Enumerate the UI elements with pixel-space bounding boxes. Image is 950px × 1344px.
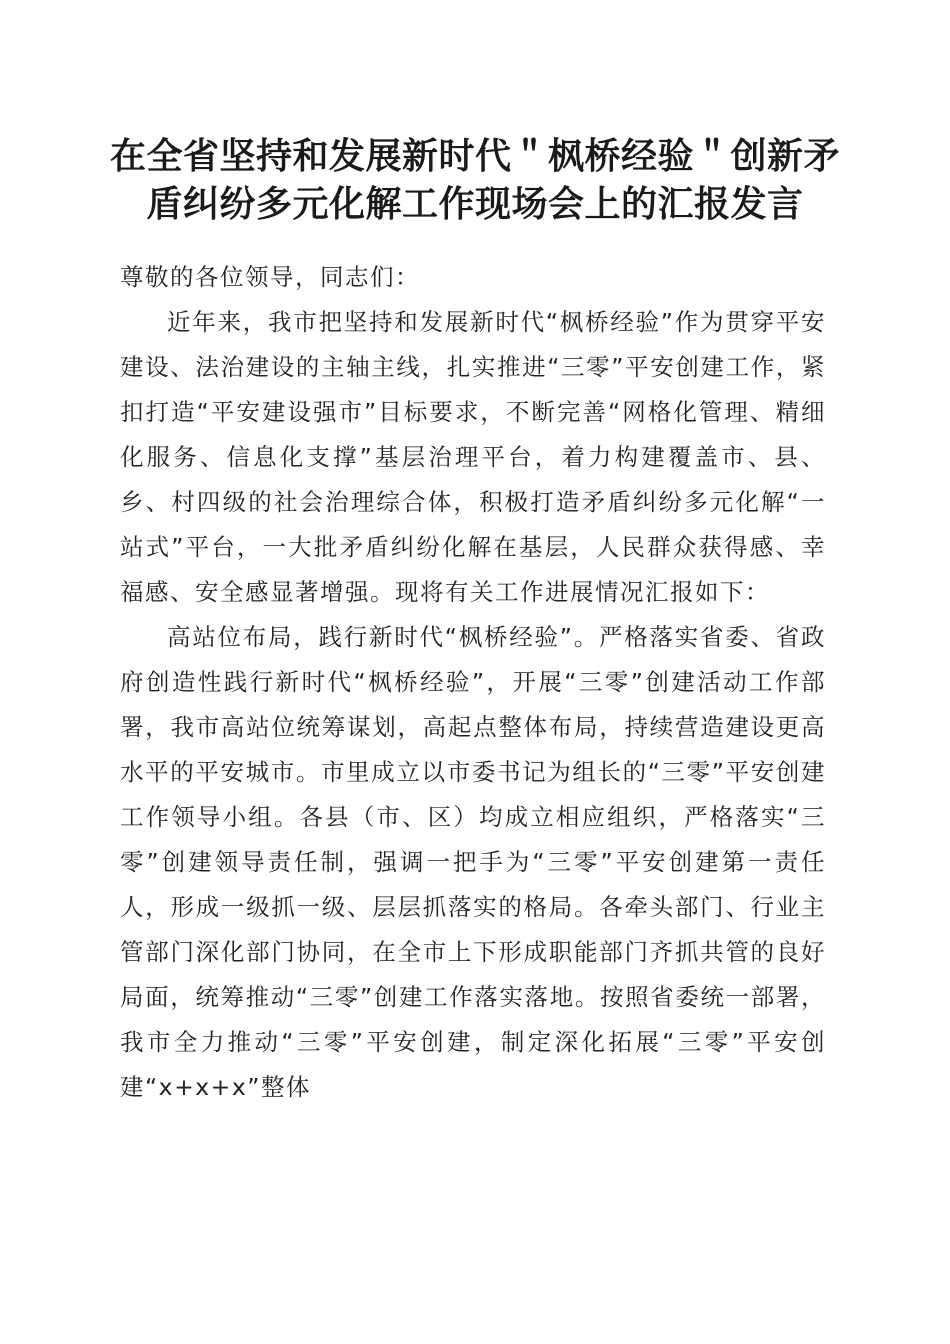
salutation: 尊敬的各位领导，同志们：	[120, 263, 420, 291]
paragraph-high-position: 高站位布局，践行新时代“枫桥经验”。严格落实省委、省政府创造性践行新时代“枫桥经验”，开展“三零”创建活动工作部署，我市高站位统筹谋划，高起点整体布局，持续营造建设更高水平的平安城市。市里成立以市委书记为组长的“三零”平安创建工作领导小组。各县（市、区）均成立相应组织，严格落实“三零”创建领导责任制，强调一把手为“三零”平安创建第一责任人，形成一级抓一级、层层抓落实的格局。各牵头部门、行业主管部门深化部门协同，在全市上下形成职能部门齐抓共管的良好局面，统筹推动“三零”创建工作落实落地。按照省委统一部署，我市全力推动“三零”平安创建，制定深化拓展“三零”平安创建“x+x+x”整体	[120, 623, 826, 1101]
paragraph-intro: 近年来，我市把坚持和发展新时代“枫桥经验”作为贯穿平安建设、法治建设的主轴主线，扎实推进“三零”平安创建工作，紧扣打造“平安建设强市”目标要求，不断完善“网格化管理、精细化服务、信息化支撑”基层治理平台，着力构建覆盖市、县、乡、村四级的社会治理综合体，积极打造矛盾纠纷多元化解“一站式”平台，一大批矛盾纠纷化解在基层，人民群众获得感、幸福感、安全感显著增强。现将有关工作进展情况汇报如下：	[120, 308, 826, 606]
document-body	[120, 255, 826, 1110]
document-title: 在全省坚持和发展新时代＂枫桥经验＂创新矛盾纠纷多元化解工作现场会上的汇报发言	[109, 135, 840, 225]
